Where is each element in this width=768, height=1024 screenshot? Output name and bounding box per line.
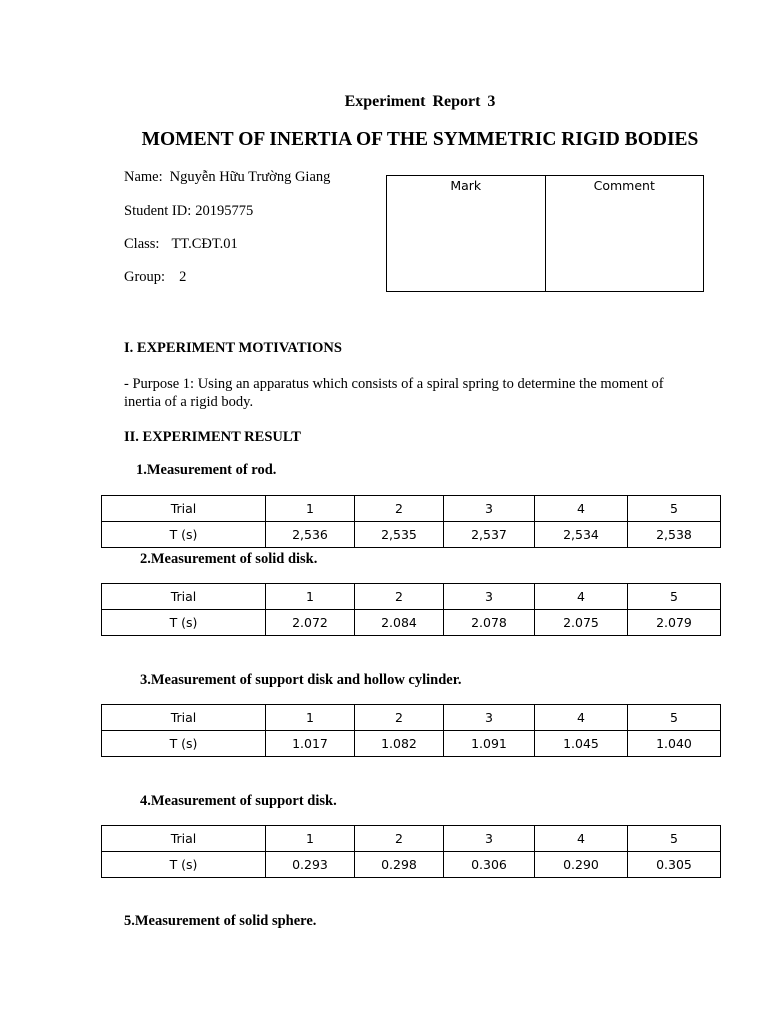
trial-number-cell: 3: [444, 496, 535, 522]
group-value: 2: [179, 269, 187, 285]
trial-number-cell: 1: [266, 826, 355, 852]
mark-cell: Mark: [387, 176, 546, 292]
trial-row: [102, 826, 721, 852]
trial-number-cell: 5: [628, 496, 721, 522]
period-value-cell: 2.078: [444, 610, 535, 636]
comment-cell: Comment: [545, 176, 704, 292]
period-row: [102, 731, 721, 757]
trial-label-cell: Trial: [102, 496, 266, 522]
period-value-cell: 2,537: [444, 522, 535, 548]
class-label: Class:: [124, 236, 160, 252]
trial-number-cell: 2: [355, 584, 444, 610]
period-value-cell: 0.306: [444, 852, 535, 878]
measurement-solid-disk-heading: 2.Measurement of solid disk.: [140, 551, 318, 567]
period-value-cell: 0.290: [535, 852, 628, 878]
period-label-cell: T (s): [102, 731, 266, 757]
trial-label-cell: Trial: [102, 584, 266, 610]
period-value-cell: 2.079: [628, 610, 721, 636]
period-value-cell: 2.072: [266, 610, 355, 636]
period-row: [102, 522, 721, 548]
student-id-line: [124, 203, 253, 220]
trial-number-cell: 3: [444, 584, 535, 610]
purpose-paragraph: - Purpose 1: Using an apparatus which consists of a spiral spring to determine the moment of inertia of a rigid body.: [124, 376, 664, 410]
trial-number-cell: 2: [355, 826, 444, 852]
trial-row: [102, 584, 721, 610]
measurement-solid-sphere-heading: 5.Measurement of solid sphere.: [124, 913, 317, 929]
trial-row: [102, 705, 721, 731]
measurement-support-disk-hollow-cylinder-heading: 3.Measurement of support disk and hollow cylinder.: [140, 672, 462, 688]
trial-number-cell: 1: [266, 705, 355, 731]
report-title: MOMENT OF INERTIA OF THE SYMMETRIC RIGID BODIES: [141, 129, 699, 150]
student-id: 20195775: [195, 203, 254, 219]
period-row: [102, 610, 721, 636]
student-id-label: Student ID:: [124, 203, 192, 219]
measurement-rod-heading: 1.Measurement of rod.: [136, 462, 277, 478]
group-line: [124, 269, 186, 286]
period-label-cell: T (s): [102, 610, 266, 636]
class-line: [124, 236, 238, 253]
section-motivations-heading: I. EXPERIMENT MOTIVATIONS: [124, 340, 342, 356]
period-value-cell: 1.045: [535, 731, 628, 757]
trial-number-cell: 2: [355, 705, 444, 731]
trial-number-cell: 4: [535, 584, 628, 610]
period-value-cell: 1.091: [444, 731, 535, 757]
period-value-cell: 2.075: [535, 610, 628, 636]
mark-table-row: [387, 176, 704, 292]
trial-number-cell: 3: [444, 826, 535, 852]
period-value-cell: 0.305: [628, 852, 721, 878]
period-value-cell: 1.017: [266, 731, 355, 757]
trial-number-cell: 5: [628, 826, 721, 852]
trial-label-cell: Trial: [102, 705, 266, 731]
group-label: Group:: [124, 269, 166, 285]
period-value-cell: 1.082: [355, 731, 444, 757]
class-value: TT.CĐT.01: [171, 236, 238, 252]
period-label-cell: T (s): [102, 852, 266, 878]
period-value-cell: 2.084: [355, 610, 444, 636]
rod-table: [101, 495, 721, 548]
trial-number-cell: 1: [266, 496, 355, 522]
period-value-cell: 2,535: [355, 522, 444, 548]
period-row: [102, 852, 721, 878]
trial-number-cell: 2: [355, 496, 444, 522]
report-number: Experiment Report 3: [344, 93, 496, 110]
support-disk-hollow-cylinder-table: [101, 704, 721, 757]
mark-comment-table: [386, 175, 704, 292]
period-value-cell: 2,534: [535, 522, 628, 548]
section-result-heading: II. EXPERIMENT RESULT: [124, 429, 301, 445]
trial-number-cell: 5: [628, 584, 721, 610]
period-label-cell: T (s): [102, 522, 266, 548]
period-value-cell: 2,538: [628, 522, 721, 548]
period-value-cell: 0.293: [266, 852, 355, 878]
student-name: Nguyễn Hữu Trường Giang: [169, 169, 331, 185]
support-disk-table: [101, 825, 721, 878]
student-name-line: [124, 169, 330, 186]
measurement-support-disk-heading: 4.Measurement of support disk.: [140, 793, 337, 809]
trial-row: [102, 496, 721, 522]
trial-number-cell: 5: [628, 705, 721, 731]
name-label: Name:: [124, 169, 163, 185]
trial-label-cell: Trial: [102, 826, 266, 852]
trial-number-cell: 4: [535, 826, 628, 852]
period-value-cell: 1.040: [628, 731, 721, 757]
trial-number-cell: 4: [535, 705, 628, 731]
period-value-cell: 0.298: [355, 852, 444, 878]
trial-number-cell: 1: [266, 584, 355, 610]
period-value-cell: 2,536: [266, 522, 355, 548]
trial-number-cell: 4: [535, 496, 628, 522]
solid-disk-table: [101, 583, 721, 636]
trial-number-cell: 3: [444, 705, 535, 731]
